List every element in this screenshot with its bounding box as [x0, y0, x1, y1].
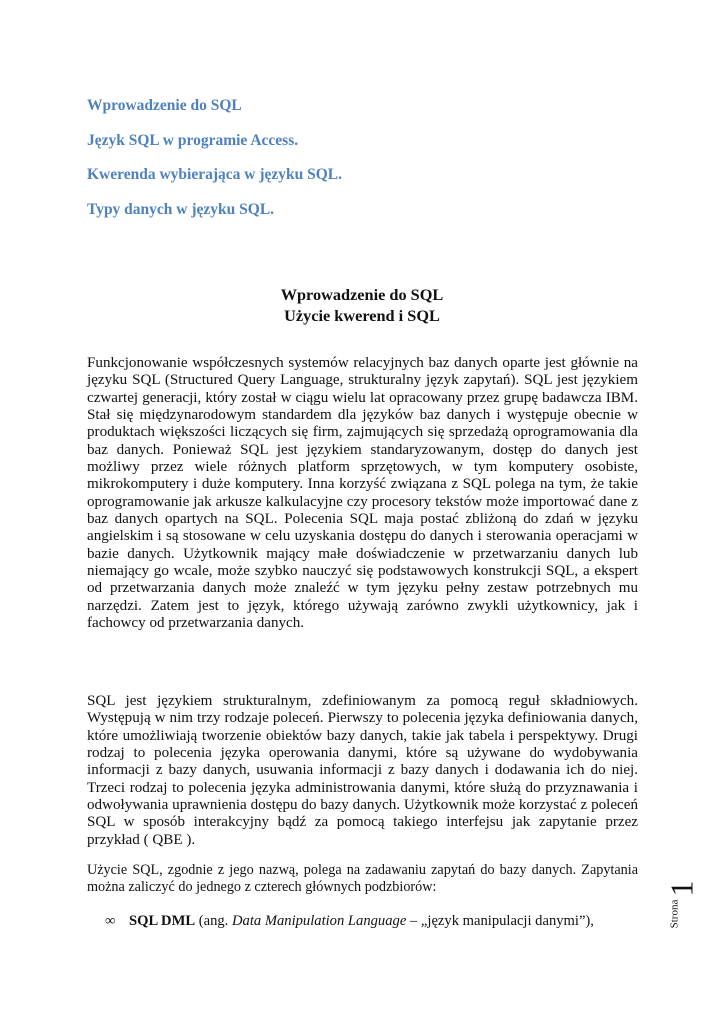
bullet-english-term: Data Manipulation Language	[231, 913, 407, 929]
paragraph-sql-usage: Użycie SQL, zgodnie z jego nazwą, polega na zadawaniu zapytań do bazy danych. Zapytania można zaliczyć do jednego z czterech głównych podzbiorów:	[87, 862, 638, 896]
page-label: Strona	[668, 899, 681, 929]
paragraph-sql-structure: SQL jest językiem strukturalnym, zdefiniowanym za pomocą reguł składniowych. Występują w nim trzy rodzaje poleceń. Pierwszy to polecenia języka definiowania danych, które umożliwiają tworzenie obiektów bazy danych, takie jak tabela i perspektywy. Drugi rodzaj to polecenia języka operowania danymi, które są używane do wydobywania informacji z bazy danych, usuwania informacji z bazy danych i dodawania ich do niej. Trzeci rodzaj to polecenia języka administrowania danymi, które służą do przyznawania i odwoływania uprawnienia dostępu do bazy danych. Użytkownik może korzystać z poleceń SQL w sposób interakcyjny bądź za pomocą takiego interfejsu jak zapytanie przez przykład ( QBE ).	[87, 693, 638, 848]
bullet-post: – „język manipulacji danymi”),	[406, 913, 594, 929]
paragraph-sql-intro: Funkcjonowanie współczesnych systemów relacyjnych baz danych oparte jest głównie na języku SQL (Structured Query Language, strukturalny język zapytań). SQL jest językiem czwartej generacji, który został w ciągu wielu lat opracowany przez grupę badawcza IBM. Stał się międzynarodowym standardem dla języków baz danych i występuje obecnie w produktach większości liczących się firm, zajmujących się sprzedażą oprogramowania dla baz danych. Ponieważ SQL jest językiem standaryzowanym, dostęp do danych jest możliwy przez wiele różnych platform sprzętowych, w tym komputery osobiste, mikrokomputery i duże komputery. Inna korzyść związana z SQL polega na tym, że takie oprogramowanie jak arkusze kalkulacyjne czy procesory tekstów może importować dane z baz danych opartych na SQL. Polecenia SQL maja postać zbliżoną do zdań w języku angielskim i są stosowane w celu uzyskania dostępu do danych i sterowania operacjami w bazie danych. Użytkownik mający małe doświadczenie w przetwarzaniu danych lub niemający go wcale, może szybko nauczyć się podstawowych konstrukcji SQL, a ekspert od przetwarzania danych może znaleźć w tym języku pełny zestaw potrzebnych mu narzędzi. Zatem jest to język, którego używają zarówno zwykli użytkownicy, jak i fachowcy od przetwarzania danych.	[87, 355, 638, 632]
toc-link-sql-access[interactable]: Język SQL w programie Access.	[87, 131, 299, 149]
page-number-marker	[663, 878, 706, 938]
page-number: 1	[663, 880, 700, 897]
table-of-contents	[87, 96, 647, 234]
list-item-sql-dml	[105, 912, 625, 931]
infinity-bullet-icon: ∞	[105, 913, 116, 929]
section-heading-title: Wprowadzenie do SQL	[280, 285, 444, 304]
section-heading	[87, 284, 637, 326]
toc-link-intro-sql[interactable]: Wprowadzenie do SQL	[87, 97, 242, 114]
bullet-pre: (ang.	[195, 913, 232, 929]
section-heading-subtitle: Użycie kwerend i SQL	[284, 306, 440, 325]
toc-link-data-types[interactable]: Typy danych w języku SQL.	[87, 200, 275, 218]
toc-link-select-query[interactable]: Kwerenda wybierająca w języku SQL.	[87, 166, 343, 184]
bullet-term: SQL DML	[129, 913, 196, 929]
